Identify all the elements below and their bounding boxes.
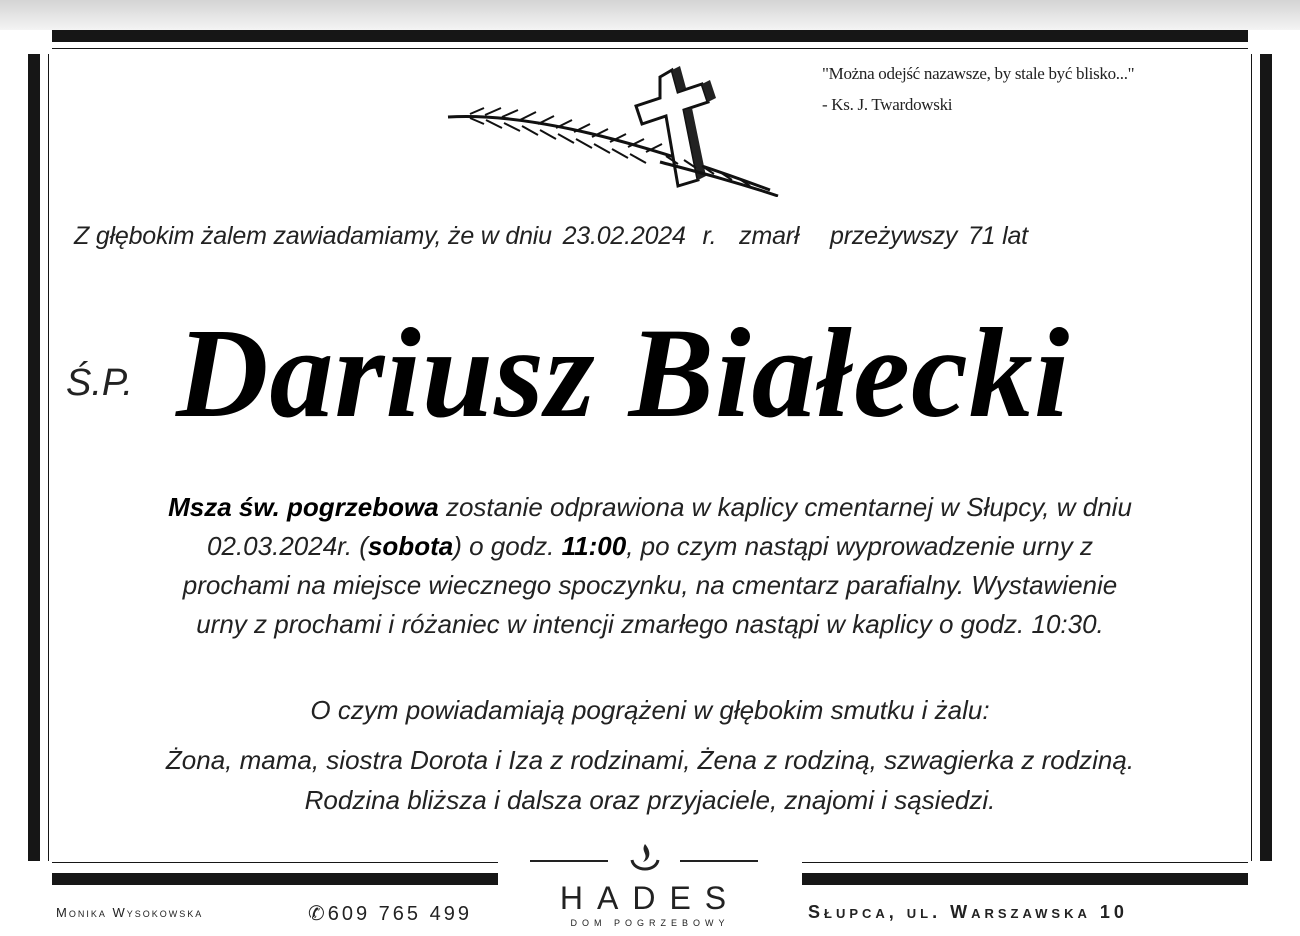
hades-logo xyxy=(530,842,770,932)
mass-line-2 xyxy=(60,527,1240,566)
deceased-name: Dariusz Białecki xyxy=(176,302,1071,444)
death-date: 23.02.2024 xyxy=(562,222,686,250)
frame-corner-notch xyxy=(1248,30,1272,54)
contact-phone: ✆609 765 499 xyxy=(308,903,472,925)
family-line-2: Rodzina bliższa i dalsza oraz przyjaciele, znajomi i sąsiedzi. xyxy=(304,785,996,815)
mass-text-3: , po czym nastąpi wyprowadzenie urny z xyxy=(626,531,1093,561)
top-shade xyxy=(0,0,1300,30)
mass-line-3: prochami na miejsce wiecznego spoczynku, na cmentarz parafialny. Wystawienie xyxy=(182,570,1118,600)
frame-corner-notch xyxy=(1248,861,1272,885)
date-suffix: r. xyxy=(702,222,717,250)
quote-text: "Można odejść nazawsze, by stale być blisko..." xyxy=(822,64,1135,83)
announcement-intro xyxy=(74,222,1234,251)
age-value: 71 lat xyxy=(967,222,1028,250)
aged-label: przeżywszy xyxy=(830,222,958,250)
brand-name: HADES xyxy=(559,880,741,916)
sp-prefix: Ś.P. xyxy=(66,362,133,404)
family-line-1: Żona, mama, siostra Dorota i Iza z rodzinami, Żena z rodziną, szwagierka z rodziną. xyxy=(165,745,1135,775)
mass-date: 02.03.2024r. ( xyxy=(207,531,368,561)
intro-prefix: Z głębokim żalem zawiadamiamy, że w dniu xyxy=(74,222,552,250)
mass-text-2: ) o godz. xyxy=(453,531,562,561)
quote-author: - Ks. J. Twardowski xyxy=(822,95,953,114)
cross-with-palm-icon xyxy=(440,62,780,197)
footer-address: Słupca, ul. Warszawska 10 xyxy=(808,902,1128,922)
mass-bold-intro: Msza św. pogrzebowa xyxy=(168,492,439,522)
family-list xyxy=(60,740,1240,820)
funeral-mass-info xyxy=(60,488,1240,644)
mass-time: 11:00 xyxy=(561,531,627,561)
memorial-quote xyxy=(822,64,1262,115)
footer-contact xyxy=(56,903,472,925)
brand-subtitle: DOM POGRZEBOWY xyxy=(570,918,730,928)
frame-corner-notch xyxy=(28,30,52,54)
mass-day: sobota xyxy=(367,531,454,561)
mass-line-4: urny z prochami i różaniec w intencji zmarłego nastąpi w kaplicy o godz. 10:30. xyxy=(196,609,1104,639)
contact-name: Monika Wysokowska xyxy=(56,905,204,920)
logo-rule-left xyxy=(530,860,608,862)
logo-rule-right xyxy=(680,860,758,862)
flame-bowl-icon xyxy=(628,842,662,878)
mass-line-1 xyxy=(60,488,1240,527)
died-label: zmarł xyxy=(739,222,800,250)
mass-text-1: zostanie odprawiona w kaplicy cmentarnej w Słupcy, w dniu xyxy=(438,492,1132,522)
mourners-notice: O czym powiadamiają pogrążeni w głębokim smutku i żalu: xyxy=(310,695,990,725)
frame-corner-notch xyxy=(28,861,52,885)
